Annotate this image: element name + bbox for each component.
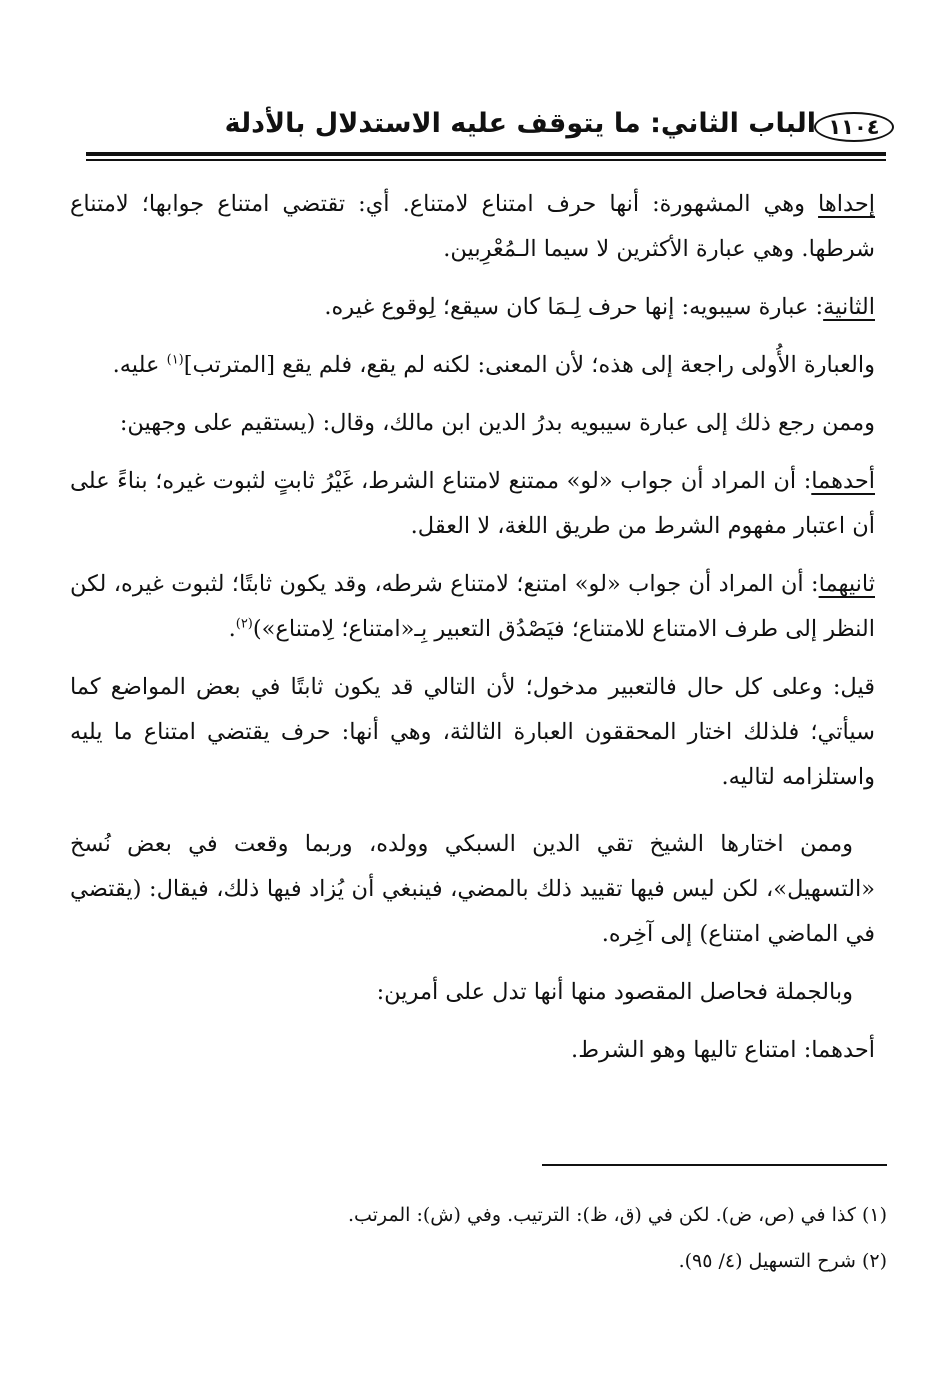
paragraph-text: والعبارة الأُولى راجعة إلى هذه؛ لأن المعنى: لكنه لم يقع، فلم يقع [المترتب] [183,352,875,378]
chapter-title: الباب الثاني: ما يتوقف عليه الاستدلال بالأدلة [224,108,816,139]
page-number: ١١٠٤ [814,112,894,142]
paragraph [70,562,875,652]
paragraph [70,970,875,1015]
paragraph-text: أحدهما: امتناع تاليها وهو الشرط. [571,1037,875,1063]
paragraph [70,665,875,800]
paragraph-text: وهي المشهورة: أنها حرف امتناع لامتناع. أي: تقتضي امتناع جوابها؛ لامتناع شرطها. وهي عبارة الأكثرين لا سيما الـمُعْرِبين. [70,191,875,262]
paragraph [70,182,875,272]
paragraph [70,285,875,330]
paragraph-text-after: . [228,616,236,642]
paragraph [70,1028,875,1073]
main-text [70,182,875,1086]
paragraph-lead: ثانيهما [818,571,875,597]
paragraph-text: قيل: وعلى كل حال فالتعبير مدخول؛ لأن التالي قد يكون ثابتًا في بعض المواضع كما سيأتي؛ فلذلك اختار المحققون العبارة الثالثة، وهي أنها: حرف يقتضي امتناع ما يليه واستلزامه لتاليه. [70,674,875,790]
paragraph [70,343,875,388]
paragraph-text-after: عليه. [112,352,167,378]
footnotes [67,1192,887,1284]
header-rule-thick [86,152,886,156]
paragraph-lead: إحداها [818,191,875,217]
paragraph [70,401,875,446]
paragraph-text: : عبارة سيبويه: إنها حرف لِـمَا كان سيقع؛ لِوقوع غيره. [324,294,824,320]
paragraph-lead: الثانية [823,294,875,320]
footnote-marker[interactable]: (٢) [235,616,253,632]
paragraph-text: : أن المراد أن جواب «لو» امتنع؛ لامتناع شرطه، وقد يكون ثابتًا؛ لثبوت غيره، لكن النظر إلى طرف الامتناع للامتناع؛ فيَصْدُق التعبير بِـ«امتناع؛ لِامتناع») [70,571,875,642]
footnote-item: (١) كذا في (ص، ض). لكن في (ق، ظ): الترتيب. وفي (ش): المرتب. [347,1204,887,1226]
footnote-separator [542,1164,887,1166]
paragraph-text: وبالجملة فحاصل المقصود منها أنها تدل على أمرين: [376,979,853,1005]
running-header [86,104,886,164]
footnote-marker[interactable]: (١) [166,352,184,368]
paragraph-text: : أن المراد أن جواب «لو» ممتنع لامتناع الشرط، غَيْرُ ثابتٍ لثبوت غيره؛ بناءً على أن اعتبار مفهوم الشرط من طريق اللغة، لا العقل. [70,468,875,539]
footnote-item: (٢) شرح التسهيل (٤/ ٩٥). [678,1250,887,1272]
paragraph [70,822,875,957]
paragraph-lead: أحدهما [811,468,875,494]
header-rule-thin [86,159,886,161]
paragraph [70,459,875,549]
paragraph-text: وممن رجع ذلك إلى عبارة سيبويه بدرُ الدين ابن مالك، وقال: (يستقيم على وجهين: [119,410,875,436]
paragraph-text: وممن اختارها الشيخ تقي الدين السبكي وولده، وربما وقعت في بعض نُسخ «التسهيل»، لكن ليس فيها تقييد ذلك بالمضي، فينبغي أن يُزاد فيها ذلك، فيقال: (يقتضي في الماضي امتناع) إلى آخِره. [70,831,875,947]
